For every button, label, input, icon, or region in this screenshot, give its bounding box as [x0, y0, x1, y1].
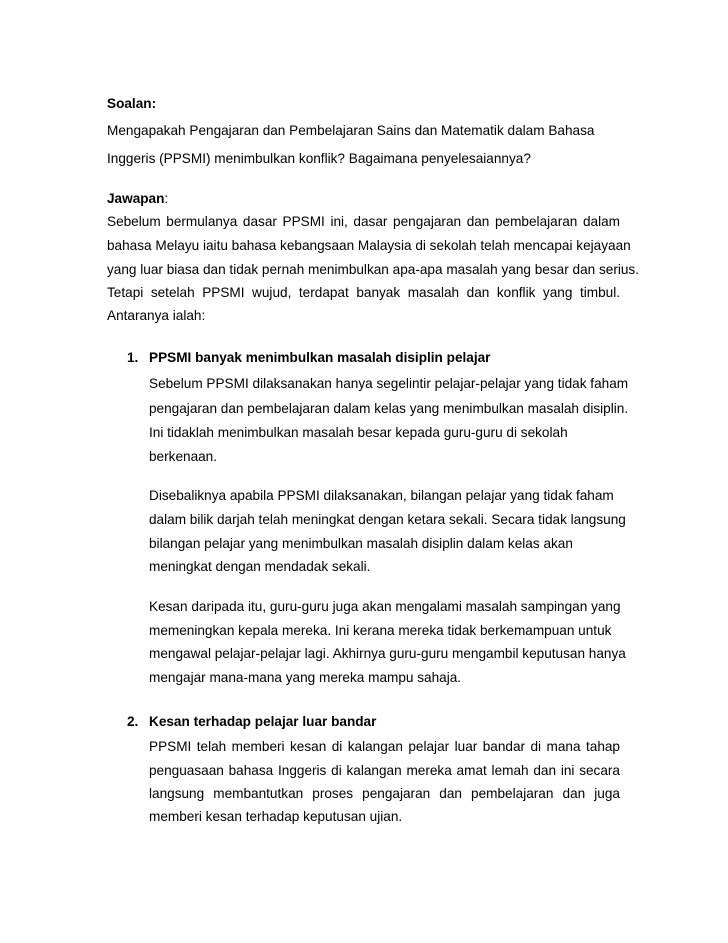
soalan-line: Mengapakah Pengajaran dan Pembelajaran Sains dan Matematik dalam Bahasa: [107, 123, 595, 138]
jawapan-heading: [107, 191, 168, 207]
paragraph-line: mengawal pelajar-pelajar lagi. Akhirnya guru-guru mengambil keputusan hanya: [149, 646, 626, 661]
jawapan-colon: :: [164, 191, 169, 206]
paragraph-line: Disebaliknya apabila PPSMI dilaksanakan, bilangan pelajar yang tidak faham: [149, 488, 614, 503]
list-item-heading: PPSMI banyak menimbulkan masalah disiplin pelajar: [149, 350, 491, 365]
paragraph-line: bilangan pelajar yang menimbulkan masalah disiplin dalam kelas akan: [149, 536, 573, 551]
list-item-number: 2.: [127, 714, 139, 729]
paragraph-line: memeningkan kepala mereka. Ini kerana mereka tidak berkemampuan untuk: [149, 623, 612, 638]
paragraph-line: dalam bilik darjah telah meningkat dengan ketara sekali. Secara tidak langsung: [149, 512, 626, 527]
jawapan-line: Sebelum bermulanya dasar PPSMI ini, dasar pengajaran dan pembelajaran dalam: [107, 214, 620, 229]
jawapan-line: Tetapi setelah PPSMI wujud, terdapat banyak masalah dan konflik yang timbul.: [107, 285, 620, 300]
paragraph-line: langsung membantutkan proses pengajaran dan pembelajaran dan juga: [149, 786, 620, 801]
paragraph-line: memberi kesan terhadap keputusan ujian.: [149, 809, 403, 824]
jawapan-label: Jawapan: [107, 191, 165, 206]
list-item-number: 1.: [127, 350, 139, 365]
paragraph-line: berkenaan.: [149, 449, 218, 464]
paragraph-line: pengajaran dan pembelajaran dalam kelas yang menimbulkan masalah disiplin.: [149, 401, 629, 416]
jawapan-line: bahasa Melayu iaitu bahasa kebangsaan Malaysia di sekolah telah mencapai kejayaan: [107, 238, 631, 253]
jawapan-line: yang luar biasa dan tidak pernah menimbulkan apa-apa masalah yang besar dan serius.: [107, 262, 640, 277]
paragraph-line: PPSMI telah memberi kesan di kalangan pelajar luar bandar di mana tahap: [149, 739, 620, 754]
paragraph-line: meningkat dengan mendadak sekali.: [149, 559, 371, 574]
paragraph-line: Sebelum PPSMI dilaksanakan hanya segelintir pelajar-pelajar yang tidak faham: [149, 376, 629, 391]
soalan-line: Inggeris (PPSMI) menimbulkan konflik? Bagaimana penyelesaiannya?: [107, 151, 531, 166]
list-item-heading: Kesan terhadap pelajar luar bandar: [149, 714, 377, 729]
soalan-label: Soalan:: [107, 96, 157, 111]
jawapan-line: Antaranya ialah:: [107, 308, 206, 323]
paragraph-line: Ini tidaklah menimbulkan masalah besar kepada guru-guru di sekolah: [149, 425, 568, 440]
paragraph-line: penguasaan bahasa Inggeris di kalangan mereka amat lemah dan ini secara: [149, 763, 620, 778]
paragraph-line: mengajar mana-mana yang mereka mampu sahaja.: [149, 670, 462, 685]
paragraph-line: Kesan daripada itu, guru-guru juga akan mengalami masalah sampingan yang: [149, 599, 621, 614]
